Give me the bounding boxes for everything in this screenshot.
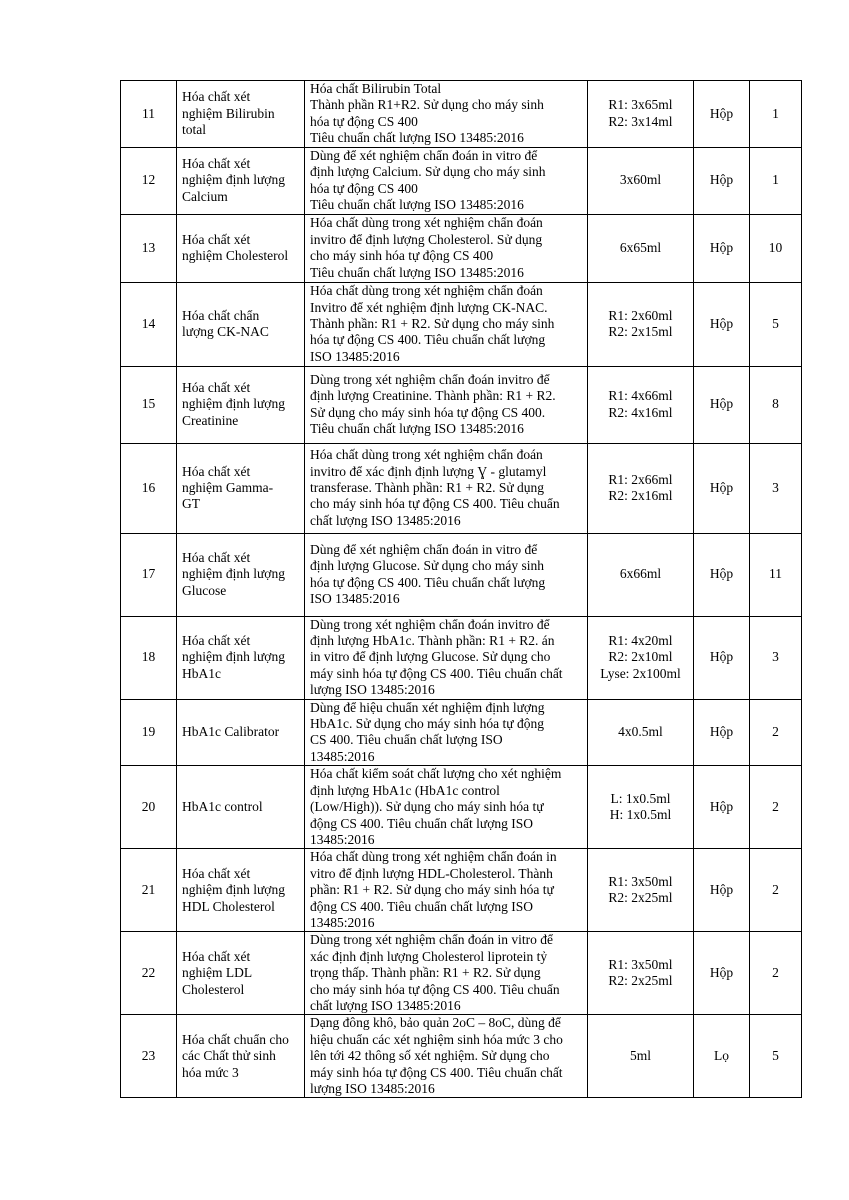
cell-line: động CS 400. Tiêu chuẩn chất lượng ISO <box>310 898 533 914</box>
row-number: 14 <box>121 282 177 366</box>
item-packaging <box>588 443 694 533</box>
item-quantity: 8 <box>750 366 802 443</box>
cell-line: máy sinh hóa tự động CS 400. Tiêu chuẩn chất <box>310 1064 563 1080</box>
item-packaging <box>588 932 694 1015</box>
item-name <box>177 81 305 148</box>
row-number: 22 <box>121 932 177 1015</box>
item-unit: Hộp <box>694 147 750 214</box>
cell-line: định lượng Glucose. Sử dụng cho máy sinh <box>310 558 545 574</box>
cell-line: nghiệm Bilirubin <box>182 105 275 121</box>
cell-line: Hóa chất kiểm soát chất lượng cho xét nghiệm <box>310 766 562 782</box>
row-number: 15 <box>121 366 177 443</box>
item-description <box>305 366 588 443</box>
cell-line: 6x66ml <box>619 566 662 582</box>
cell-line: hóa tự động CS 400. Tiêu chuẩn chất lượng <box>310 332 546 348</box>
cell-line: in vitro để định lượng Glucose. Sử dụng cho <box>310 649 551 665</box>
cell-line: ISO 13485:2016 <box>310 591 400 607</box>
table-row <box>121 1015 802 1098</box>
table-row <box>121 214 802 282</box>
cell-line: R1: 3x65ml <box>608 97 673 113</box>
cell-line: Thành phần: R1 + R2. Sử dụng cho máy sinh <box>310 315 555 331</box>
cell-line: invitro để định lượng Cholesterol. Sử dụng <box>310 231 543 247</box>
row-number: 12 <box>121 147 177 214</box>
cell-line: nghiệm định lượng <box>182 396 285 412</box>
cell-line: 13485:2016 <box>310 748 375 764</box>
item-name <box>177 699 305 766</box>
cell-line: ISO 13485:2016 <box>310 348 400 364</box>
row-number: 20 <box>121 766 177 849</box>
cell-line: 13485:2016 <box>310 914 375 930</box>
item-description <box>305 699 588 766</box>
cell-line: R2: 2x15ml <box>608 324 673 340</box>
cell-line: nghiệm định lượng <box>182 566 285 582</box>
cell-line: nghiệm định lượng <box>182 882 285 898</box>
cell-line: Hóa chất xét <box>182 89 251 105</box>
cell-line: Creatinine <box>182 412 239 428</box>
cell-line: định lượng Calcium. Sử dụng cho máy sinh <box>310 164 546 180</box>
item-packaging <box>588 849 694 932</box>
item-unit: Hộp <box>694 533 750 616</box>
item-quantity: 2 <box>750 932 802 1015</box>
cell-line: hóa tự động CS 400 <box>310 113 418 129</box>
cell-line: cho máy sinh hóa tự động CS 400 <box>310 248 494 264</box>
table-row <box>121 81 802 148</box>
table-body <box>121 81 802 1098</box>
item-quantity: 1 <box>750 81 802 148</box>
cell-line: Hóa chất xét <box>182 633 251 649</box>
cell-line: Sử dụng cho máy sinh hóa tự động CS 400. <box>310 404 546 420</box>
cell-line: Tiêu chuẩn chất lượng ISO 13485:2016 <box>310 421 524 437</box>
item-name <box>177 214 305 282</box>
item-name <box>177 849 305 932</box>
cell-line: R2: 2x25ml <box>608 973 673 989</box>
item-quantity: 5 <box>750 282 802 366</box>
cell-line: máy sinh hóa tự động CS 400. Tiêu chuẩn chất <box>310 665 563 681</box>
cell-line: hóa tự động CS 400 <box>310 180 418 196</box>
item-name <box>177 282 305 366</box>
cell-line: hóa tự động CS 400. Tiêu chuẩn chất lượng <box>310 574 546 590</box>
row-number: 23 <box>121 1015 177 1098</box>
cell-line: invitro để xác định định lượng Ɣ - glutamyl <box>310 463 547 479</box>
cell-line: chất lượng ISO 13485:2016 <box>310 997 461 1013</box>
row-number: 19 <box>121 699 177 766</box>
cell-line: R1: 4x66ml <box>608 388 673 404</box>
item-unit: Hộp <box>694 932 750 1015</box>
item-description <box>305 443 588 533</box>
cell-line: HbA1c Calibrator <box>182 724 280 740</box>
item-description <box>305 282 588 366</box>
cell-line: Dạng đông khô, bảo quản 2oC – 8oC, dùng để <box>310 1015 561 1031</box>
cell-line: lên tới 42 thông số xét nghiệm. Sử dụng cho <box>310 1048 550 1064</box>
cell-line: Hóa chất chẩn <box>182 307 260 323</box>
cell-line: Cholesterol <box>182 981 245 997</box>
item-name <box>177 616 305 699</box>
cell-line: R2: 2x16ml <box>608 488 673 504</box>
cell-line: Tiêu chuẩn chất lượng ISO 13485:2016 <box>310 264 524 280</box>
cell-line: Lyse: 2x100ml <box>600 665 681 681</box>
item-description <box>305 849 588 932</box>
item-name <box>177 366 305 443</box>
cell-line: (Low/High)). Sử dụng cho máy sinh hóa tự <box>310 799 544 815</box>
cell-line: 3x60ml <box>619 172 662 188</box>
cell-line: H: 1x0.5ml <box>609 807 672 823</box>
cell-line: phần: R1 + R2. Sử dụng cho máy sinh hóa tự <box>310 882 554 898</box>
item-name <box>177 533 305 616</box>
item-packaging <box>588 282 694 366</box>
cell-line: Hóa chất xét <box>182 550 251 566</box>
cell-line: total <box>182 122 206 138</box>
item-description <box>305 147 588 214</box>
cell-line: R1: 3x50ml <box>608 873 673 889</box>
cell-line: 4x0.5ml <box>618 724 663 740</box>
item-packaging <box>588 1015 694 1098</box>
item-packaging <box>588 533 694 616</box>
item-packaging <box>588 616 694 699</box>
cell-line: HbA1c <box>182 665 221 681</box>
cell-line: R1: 4x20ml <box>608 633 673 649</box>
cell-line: Dùng để xét nghiệm chẩn đoán in vitro để <box>310 147 538 163</box>
cell-line: R2: 2x10ml <box>608 649 673 665</box>
cell-line: HbA1c control <box>182 799 263 815</box>
cell-line: Hóa chất dùng trong xét nghiệm chẩn đoán <box>310 283 543 299</box>
cell-line: R2: 3x14ml <box>608 113 673 129</box>
item-description <box>305 932 588 1015</box>
cell-line: Invitro để xét nghiệm định lượng CK-NAC. <box>310 299 548 315</box>
cell-line: nghiệm Cholesterol <box>182 248 289 264</box>
cell-line: Hóa chất xét <box>182 156 251 172</box>
cell-line: cho máy sinh hóa tự động CS 400. Tiêu chuẩn <box>310 496 560 512</box>
supply-table <box>120 80 802 1098</box>
item-description <box>305 214 588 282</box>
cell-line: cho máy sinh hóa tự động CS 400. Tiêu chuẩn <box>310 981 560 997</box>
cell-line: Tiêu chuẩn chất lượng ISO 13485:2016 <box>310 130 524 146</box>
item-quantity: 5 <box>750 1015 802 1098</box>
cell-line: định lượng HbA1c (HbA1c control <box>310 782 500 798</box>
item-packaging <box>588 214 694 282</box>
item-quantity: 2 <box>750 849 802 932</box>
cell-line: hiệu chuẩn các xét nghiệm sinh hóa mức 3 cho <box>310 1031 563 1047</box>
cell-line: Calcium <box>182 188 228 204</box>
cell-line: lượng CK-NAC <box>182 324 269 340</box>
cell-line: Hóa chất chuẩn cho <box>182 1031 289 1047</box>
cell-line: transferase. Thành phần: R1 + R2. Sử dụng <box>310 479 545 495</box>
cell-line: trọng thấp. Thành phần: R1 + R2. Sử dụng <box>310 965 541 981</box>
cell-line: CS 400. Tiêu chuẩn chất lượng ISO <box>310 732 503 748</box>
item-unit: Hộp <box>694 849 750 932</box>
item-name <box>177 766 305 849</box>
item-quantity: 2 <box>750 766 802 849</box>
table-row <box>121 849 802 932</box>
cell-line: R2: 2x25ml <box>608 890 673 906</box>
item-name <box>177 1015 305 1098</box>
item-packaging <box>588 699 694 766</box>
item-description <box>305 81 588 148</box>
cell-line: chất lượng ISO 13485:2016 <box>310 512 461 528</box>
table-row <box>121 533 802 616</box>
table-row <box>121 147 802 214</box>
cell-line: R1: 2x60ml <box>608 307 673 323</box>
row-number: 18 <box>121 616 177 699</box>
row-number: 11 <box>121 81 177 148</box>
row-number: 13 <box>121 214 177 282</box>
cell-line: vitro để định lượng HDL-Cholesterol. Thành <box>310 865 553 881</box>
cell-line: Dùng trong xét nghiệm chẩn đoán invitro để <box>310 371 550 387</box>
cell-line: Glucose <box>182 582 227 598</box>
table-row <box>121 282 802 366</box>
item-packaging <box>588 147 694 214</box>
item-unit: Hộp <box>694 616 750 699</box>
cell-line: các Chất thử sinh <box>182 1048 276 1064</box>
cell-line: Hóa chất dùng trong xét nghiệm chẩn đoán <box>310 447 543 463</box>
row-number: 16 <box>121 443 177 533</box>
cell-line: lượng ISO 13485:2016 <box>310 1081 435 1096</box>
cell-line: R1: 2x66ml <box>608 471 673 487</box>
item-quantity: 11 <box>750 533 802 616</box>
cell-line: Hóa chất Bilirubin Total <box>310 81 442 96</box>
table-row <box>121 766 802 849</box>
cell-line: động CS 400. Tiêu chuẩn chất lượng ISO <box>310 815 533 831</box>
cell-line: Hóa chất xét <box>182 463 251 479</box>
item-description <box>305 533 588 616</box>
item-unit: Hộp <box>694 443 750 533</box>
cell-line: GT <box>182 496 200 512</box>
cell-line: định lượng HbA1c. Thành phần: R1 + R2. án <box>310 633 555 649</box>
cell-line: Hóa chất xét <box>182 948 251 964</box>
item-unit: Hộp <box>694 81 750 148</box>
item-unit: Lọ <box>694 1015 750 1098</box>
item-name <box>177 147 305 214</box>
cell-line: 5ml <box>629 1048 651 1064</box>
item-quantity: 3 <box>750 443 802 533</box>
item-description <box>305 1015 588 1098</box>
item-packaging <box>588 366 694 443</box>
table-row <box>121 443 802 533</box>
item-unit: Hộp <box>694 766 750 849</box>
item-unit: Hộp <box>694 214 750 282</box>
row-number: 17 <box>121 533 177 616</box>
cell-line: định lượng Creatinine. Thành phần: R1 + R2. <box>310 388 556 404</box>
cell-line: Hóa chất xét <box>182 380 251 396</box>
cell-line: nghiệm định lượng <box>182 172 285 188</box>
table-row <box>121 616 802 699</box>
item-unit: Hộp <box>694 699 750 766</box>
cell-line: Thành phần R1+R2. Sử dụng cho máy sinh <box>310 97 544 113</box>
cell-line: Dùng trong xét nghiệm chẩn đoán in vitro để <box>310 932 553 948</box>
item-quantity: 10 <box>750 214 802 282</box>
cell-line: nghiệm LDL <box>182 965 253 981</box>
item-unit: Hộp <box>694 366 750 443</box>
cell-line: xác định định lượng Cholesterol liprotein tỷ <box>310 948 548 964</box>
item-description <box>305 616 588 699</box>
item-quantity: 3 <box>750 616 802 699</box>
item-description <box>305 766 588 849</box>
cell-line: Hóa chất dùng trong xét nghiệm chẩn đoán <box>310 215 543 231</box>
cell-line: nghiệm Gamma- <box>182 479 274 495</box>
cell-line: Dùng để hiệu chuẩn xét nghiệm định lượng <box>310 699 545 715</box>
cell-line: nghiệm định lượng <box>182 649 285 665</box>
cell-line: Hóa chất xét <box>182 865 251 881</box>
cell-line: Hóa chất xét <box>182 231 251 247</box>
cell-line: HDL Cholesterol <box>182 898 275 914</box>
cell-line: 6x65ml <box>619 239 662 255</box>
item-quantity: 2 <box>750 699 802 766</box>
table-row <box>121 366 802 443</box>
table-row <box>121 699 802 766</box>
cell-line: Dùng để xét nghiệm chẩn đoán in vitro để <box>310 541 538 557</box>
item-name <box>177 443 305 533</box>
cell-line: R1: 3x50ml <box>608 956 673 972</box>
table-row <box>121 932 802 1015</box>
item-unit: Hộp <box>694 282 750 366</box>
item-packaging <box>588 81 694 148</box>
row-number: 21 <box>121 849 177 932</box>
cell-line: Dùng trong xét nghiệm chẩn đoán invitro để <box>310 616 550 632</box>
cell-line: Tiêu chuẩn chất lượng ISO 13485:2016 <box>310 197 524 213</box>
cell-line: L: 1x0.5ml <box>610 790 671 806</box>
cell-line: R2: 4x16ml <box>608 404 673 420</box>
cell-line: Hóa chất dùng trong xét nghiệm chẩn đoán in <box>310 849 557 865</box>
item-name <box>177 932 305 1015</box>
item-packaging <box>588 766 694 849</box>
cell-line: 13485:2016 <box>310 831 375 847</box>
cell-line: hóa mức 3 <box>182 1064 239 1080</box>
cell-line: lượng ISO 13485:2016 <box>310 682 435 698</box>
item-quantity: 1 <box>750 147 802 214</box>
cell-line: HbA1c. Sử dụng cho máy sinh hóa tự động <box>310 716 544 732</box>
